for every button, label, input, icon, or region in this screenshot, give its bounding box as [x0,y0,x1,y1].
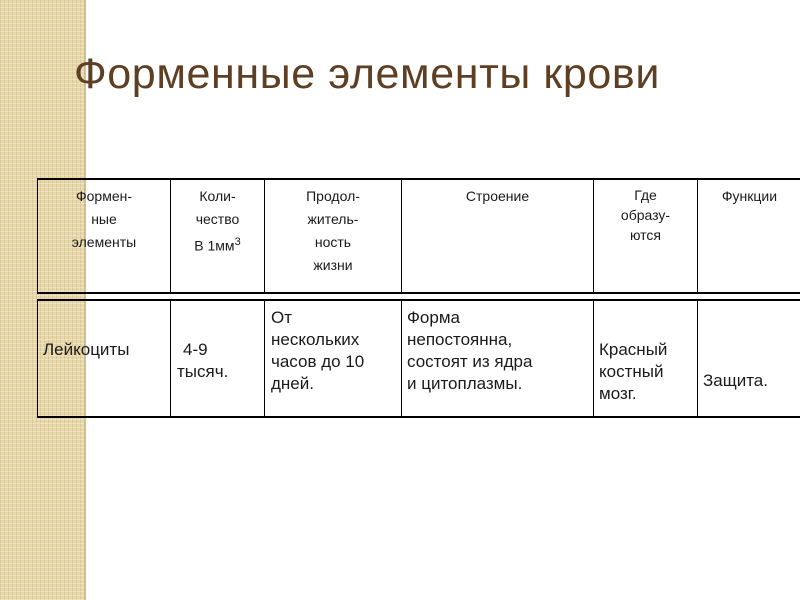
table-body [37,299,800,418]
header-row [38,179,800,293]
header-cell-elements: Формен- ные элементы [38,179,171,293]
slide-title: Форменные элементы крови [74,50,660,98]
row-cell-name: Лейкоциты [38,300,171,417]
table-row [38,300,800,417]
header-cell-formation: Где образу- ются [594,179,698,293]
header-cell-quantity: Коли- чество В $1мм^3$ [171,179,265,293]
header-cell-functions: Функции [698,179,800,293]
row-cell-quantity: 4-9 тысяч. [171,300,265,417]
row-cell-formation: Красный костный мозг. [594,300,698,417]
table-header [37,178,800,294]
row-cell-function: Защита. [698,300,800,417]
header-cell-structure: Строение [402,179,594,293]
row-cell-structure: Форма непостоянна, состоят из ядра и цитоплазмы. [402,300,594,417]
row-cell-lifespan: От нескольких часов до 10 дней. [265,300,402,417]
header-cell-lifespan: Продол- житель- ность жизни [265,179,402,293]
